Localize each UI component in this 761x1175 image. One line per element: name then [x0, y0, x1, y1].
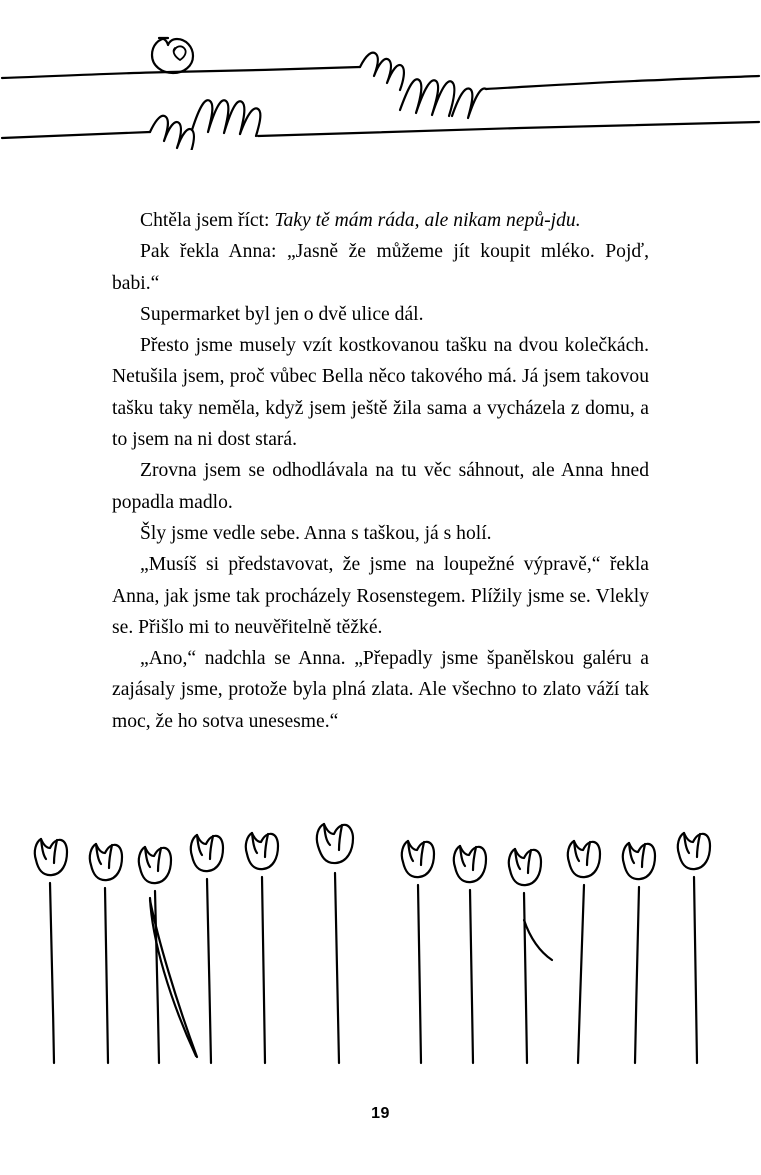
tulip-7 [402, 841, 434, 1063]
paragraph-1 [112, 205, 649, 236]
paragraph-4: Přesto jsme musely vzít kostkovanou tašku na dvou kolečkách. Netušila jsem, proč vůbec Bella něco takového má. Já jsem takovou tašku taky neměla, když jsem ještě žila sama a vycházela z domu, a to jsem na ni dost stará. [112, 335, 649, 451]
tulip-8 [454, 846, 486, 1063]
tulip-3 [139, 847, 197, 1063]
paragraph-5: Zrovna jsem se odhodlávala na tu věc sáhnout, ale Anna hned popadla madlo. [112, 460, 649, 513]
body-text [112, 205, 649, 737]
paragraph-1-lead: Chtěla jsem říct: [140, 210, 275, 231]
paragraph-8: „Ano,“ nadchla se Anna. „Přepadly jsme španělskou galéru a zajásaly jsme, protože byla plná zlata. Ale všechno to zlato váží tak moc, že ho sotva unesesme.“ [112, 648, 649, 732]
page-number: 19 [371, 1105, 390, 1122]
tulip-4 [191, 835, 223, 1063]
paragraph-3: Supermarket byl jen o dvě ulice dál. [140, 303, 424, 325]
tulip-9 [509, 849, 552, 1063]
tulip-2 [90, 844, 122, 1063]
tulip-10 [568, 841, 600, 1063]
paragraph-7: „Musíš si představovat, že jsme na loupežné výpravě,“ řekla Anna, jak jsme tak procházely Rosenstegem. Plížily jsme se. Vlekly se. Přišlo mi to neuvěřitelně těžké. [112, 554, 649, 638]
tulip-1 [35, 839, 67, 1063]
tulip-row-illustration [0, 820, 761, 1090]
tulip-5 [246, 833, 278, 1063]
paragraph-2: Pak řekla Anna: „Jasně že můžeme jít koupit mléko. Pojď, babi.“ [112, 241, 649, 294]
tulip-12 [678, 833, 710, 1063]
tulip-6 [317, 824, 353, 1063]
squiggle-heart-icon [0, 10, 761, 150]
paragraph-6: Šly jsme vedle sebe. Anna s taškou, já s holí. [140, 522, 492, 544]
paragraph-1-italic: Taky tě mám ráda, ale nikam nepů-jdu. [274, 210, 581, 231]
tulips-icon [0, 820, 761, 1090]
tulip-11 [623, 843, 655, 1063]
ornament-top-decoration [0, 10, 761, 150]
